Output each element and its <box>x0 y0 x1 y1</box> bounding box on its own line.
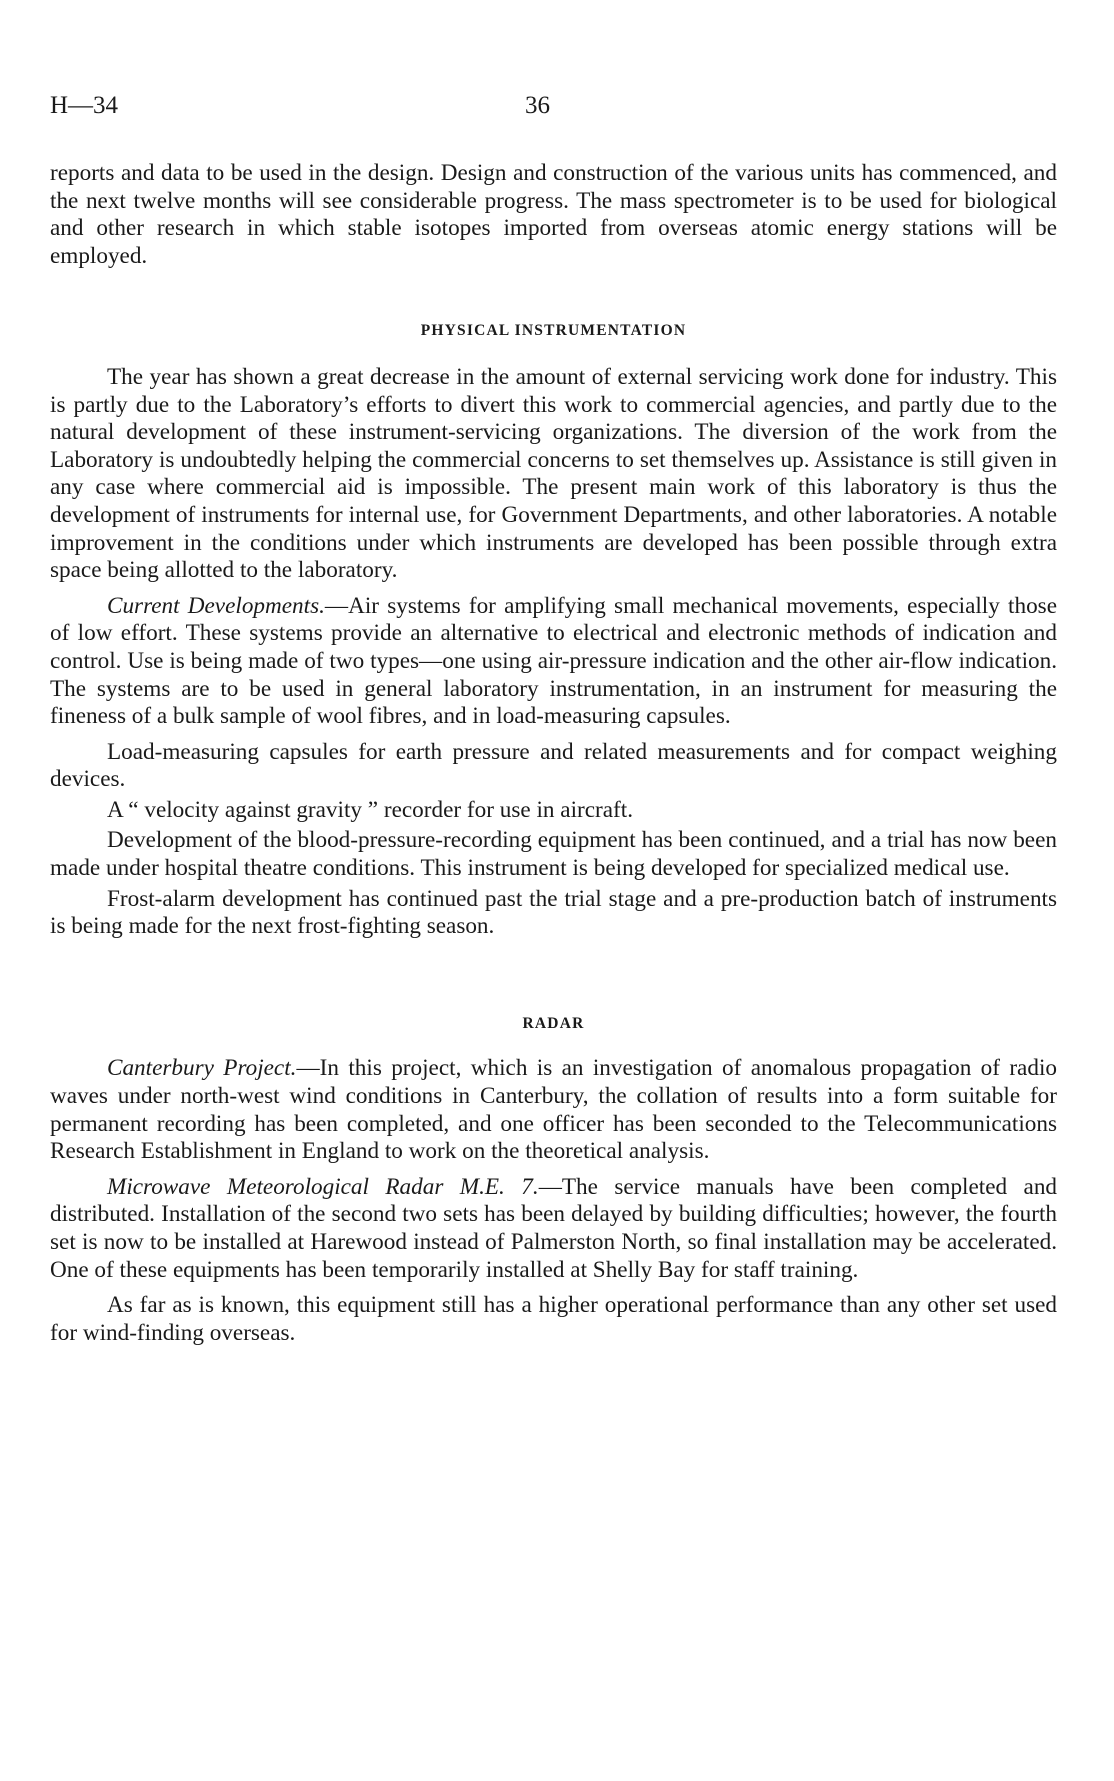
current-developments-lead: Current Developments. <box>107 592 325 619</box>
page-number: 36 <box>525 92 550 119</box>
velocity-recorder-paragraph: A “ velocity against gravity ” recorder for use in aircraft. <box>107 796 633 823</box>
blood-pressure-paragraph: Development of the blood-pressure-recording equipment has been continued, and a trial has now been made under hospital theatre conditions. This instrument is being developed for specialized medical use. <box>50 827 1057 882</box>
section-heading-radar: RADAR <box>522 1014 585 1032</box>
canterbury-project-paragraph <box>50 1055 1057 1165</box>
canterbury-project-text: —In this project, which is an investigation of anomalous propagation of radio waves under north-west wind conditions in Canterbury, the collation of results into a form suitable for permanent recording has been completed, and one officer has been seconded to the Telecommunications Research Establishment in England to work on the theoretical analysis. <box>50 1055 1057 1165</box>
frost-alarm-paragraph: Frost-alarm development has continued past the trial stage and a pre-production batch of instruments is being made for the next frost-fighting season. <box>50 885 1057 940</box>
current-developments-text: —Air systems for amplifying small mechanical movements, especially those of low effort. These systems provide an alternative to electrical and electronic methods of indication and control. Use is being made of two types—one using air-pressure indication and the other air-flow indication. The systems are to be used in general laboratory instrumentation, in an instrument for measuring the fineness of a bulk sample of wool fibres, and in load-measuring capsules. <box>50 592 1057 730</box>
physical-instrumentation-paragraph: The year has shown a great decrease in the amount of external servicing work done for industry. This is partly due to the Laboratory’s efforts to divert this work to commercial agencies, and partly due to the natural development of these instrument-servicing organizations. The diversion of the work from the Laboratory is undoubtedly helping the commercial concerns to set themselves up. Assistance is still given in any case where commercial aid is impossible. The present main work of this laboratory is thus the development of instruments for internal use, for Government Departments, and other laboratories. A notable improvement in the conditions under which instruments are developed has been possible through extra space being allotted to the laboratory. <box>50 363 1057 584</box>
microwave-radar-paragraph <box>50 1174 1057 1284</box>
intro-paragraph: reports and data to be used in the design. Design and construction of the various units has commenced, and the next twelve months will see considerable progress. The mass spectrometer is to be used for biological and other research in which stable isotopes imported from overseas atomic energy stations will be employed. <box>50 160 1057 269</box>
performance-paragraph: As far as is known, this equipment still has a higher operational performance than any other set used for wind-finding overseas. <box>50 1292 1057 1346</box>
load-capsules-paragraph: Load-measuring capsules for earth pressure and related measurements and for compact weighing devices. <box>50 738 1057 793</box>
microwave-radar-text: —The service manuals have been completed and distributed. Installation of the second two sets has been delayed by building difficulties; however, the fourth set is now to be installed at Harewood instead of Palmerston North, so final installation may be accelerated. One of these equipments has been temporarily installed at Shelly Bay for staff training. <box>50 1173 1058 1283</box>
canterbury-project-lead: Canterbury Project. <box>107 1055 297 1082</box>
current-developments-paragraph <box>50 593 1057 731</box>
page-header <box>50 92 1050 128</box>
document-code: H—34 <box>50 92 119 119</box>
microwave-radar-lead: Microwave Meteorological Radar M.E. 7. <box>107 1173 539 1200</box>
section-heading-physical-instrumentation: PHYSICAL INSTRUMENTATION <box>420 322 687 340</box>
body-text <box>50 160 1057 1347</box>
